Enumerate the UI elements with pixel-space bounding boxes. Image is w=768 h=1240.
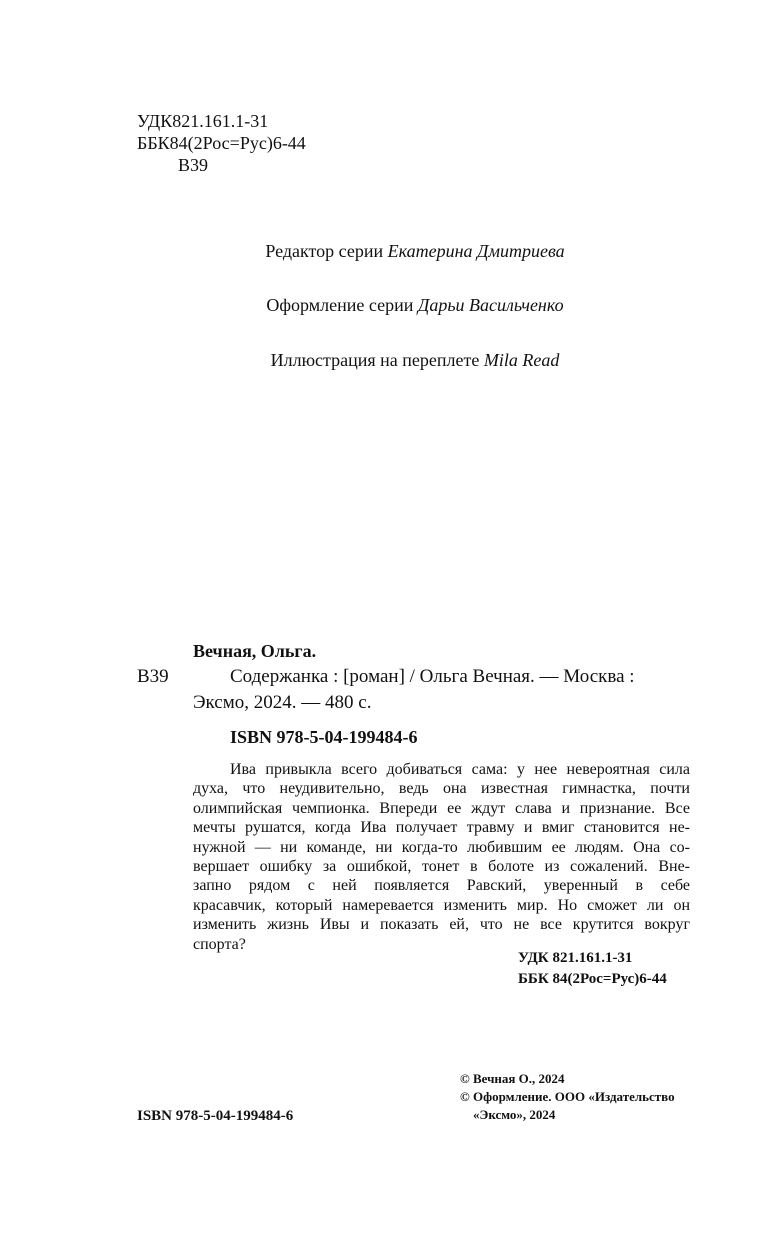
annotation-line: запно рядом с ней появляется Равский, уверенный в себе (193, 877, 690, 895)
author-mark: В39 (178, 155, 209, 175)
annotation-line: мечты рушатся, когда Ива получает травму и вмиг становится не- (193, 819, 690, 837)
udk-code: УДК821.161.1-31 (137, 111, 269, 131)
annotation-line: нужной — ни команде, ни когда-то любившим ее людям. Она со- (193, 838, 690, 856)
bib-isbn: ISBN 978-5-04-199484-6 (230, 727, 418, 747)
credit-name: Mila Read (483, 350, 560, 370)
book-author: Вечная, Ольга. (193, 641, 317, 661)
credit-series-editor (0, 241, 768, 262)
copyright-design-cont: «Эксмо», 2024 (473, 1107, 556, 1122)
credit-name: Дарьи Васильченко (417, 295, 564, 315)
annotation-line: вершает ошибку за ошибкой, тонет в болоте из сожалений. Вне- (193, 857, 690, 875)
annotation-line: Ива привыкла всего добиваться сама: у нее невероятная сила (230, 761, 690, 778)
bbk-code-bold: ББК 84(2Рос=Рус)6-44 (518, 971, 667, 987)
annotation-line: олимпийская чемпионка. Впереди ее ждут слава и признание. Все (193, 799, 690, 817)
annotation-line: духа, что неудивительно, ведь она известная гимнастка, почти (193, 780, 690, 798)
annotation-line: изменить жизнь Ивы и показать ей, что не все крутится вокруг (193, 916, 690, 934)
footer-isbn: ISBN 978-5-04-199484-6 (137, 1108, 294, 1124)
book-annotation (193, 760, 690, 954)
credit-series-design (0, 295, 768, 316)
credit-role: Оформление серии (266, 295, 414, 315)
credit-role: Иллюстрация на переплете (270, 350, 480, 370)
credit-cover-illustration (0, 350, 768, 371)
annotation-line: красавчик, который намеревается изменить мир. Но сможет ли он (193, 896, 690, 914)
bbk-code: ББК84(2Рос=Рус)6-44 (137, 133, 306, 153)
annotation-line: спорта? (193, 935, 246, 953)
udk-code-bold: УДК 821.161.1-31 (518, 950, 633, 966)
credit-name: Екатерина Дмитриева (387, 241, 565, 261)
copyright-author: © Вечная О., 2024 (460, 1071, 565, 1086)
credit-role: Редактор серии (265, 241, 384, 261)
bib-title-line: Содержанка : [роман] / Ольга Вечная. — Москва : (230, 666, 635, 687)
copyright-design: © Оформление. ООО «Издательство (460, 1089, 675, 1104)
bib-author-mark: В39 (137, 666, 169, 687)
bib-publisher-line: Эксмо, 2024. — 480 с. (193, 692, 372, 713)
